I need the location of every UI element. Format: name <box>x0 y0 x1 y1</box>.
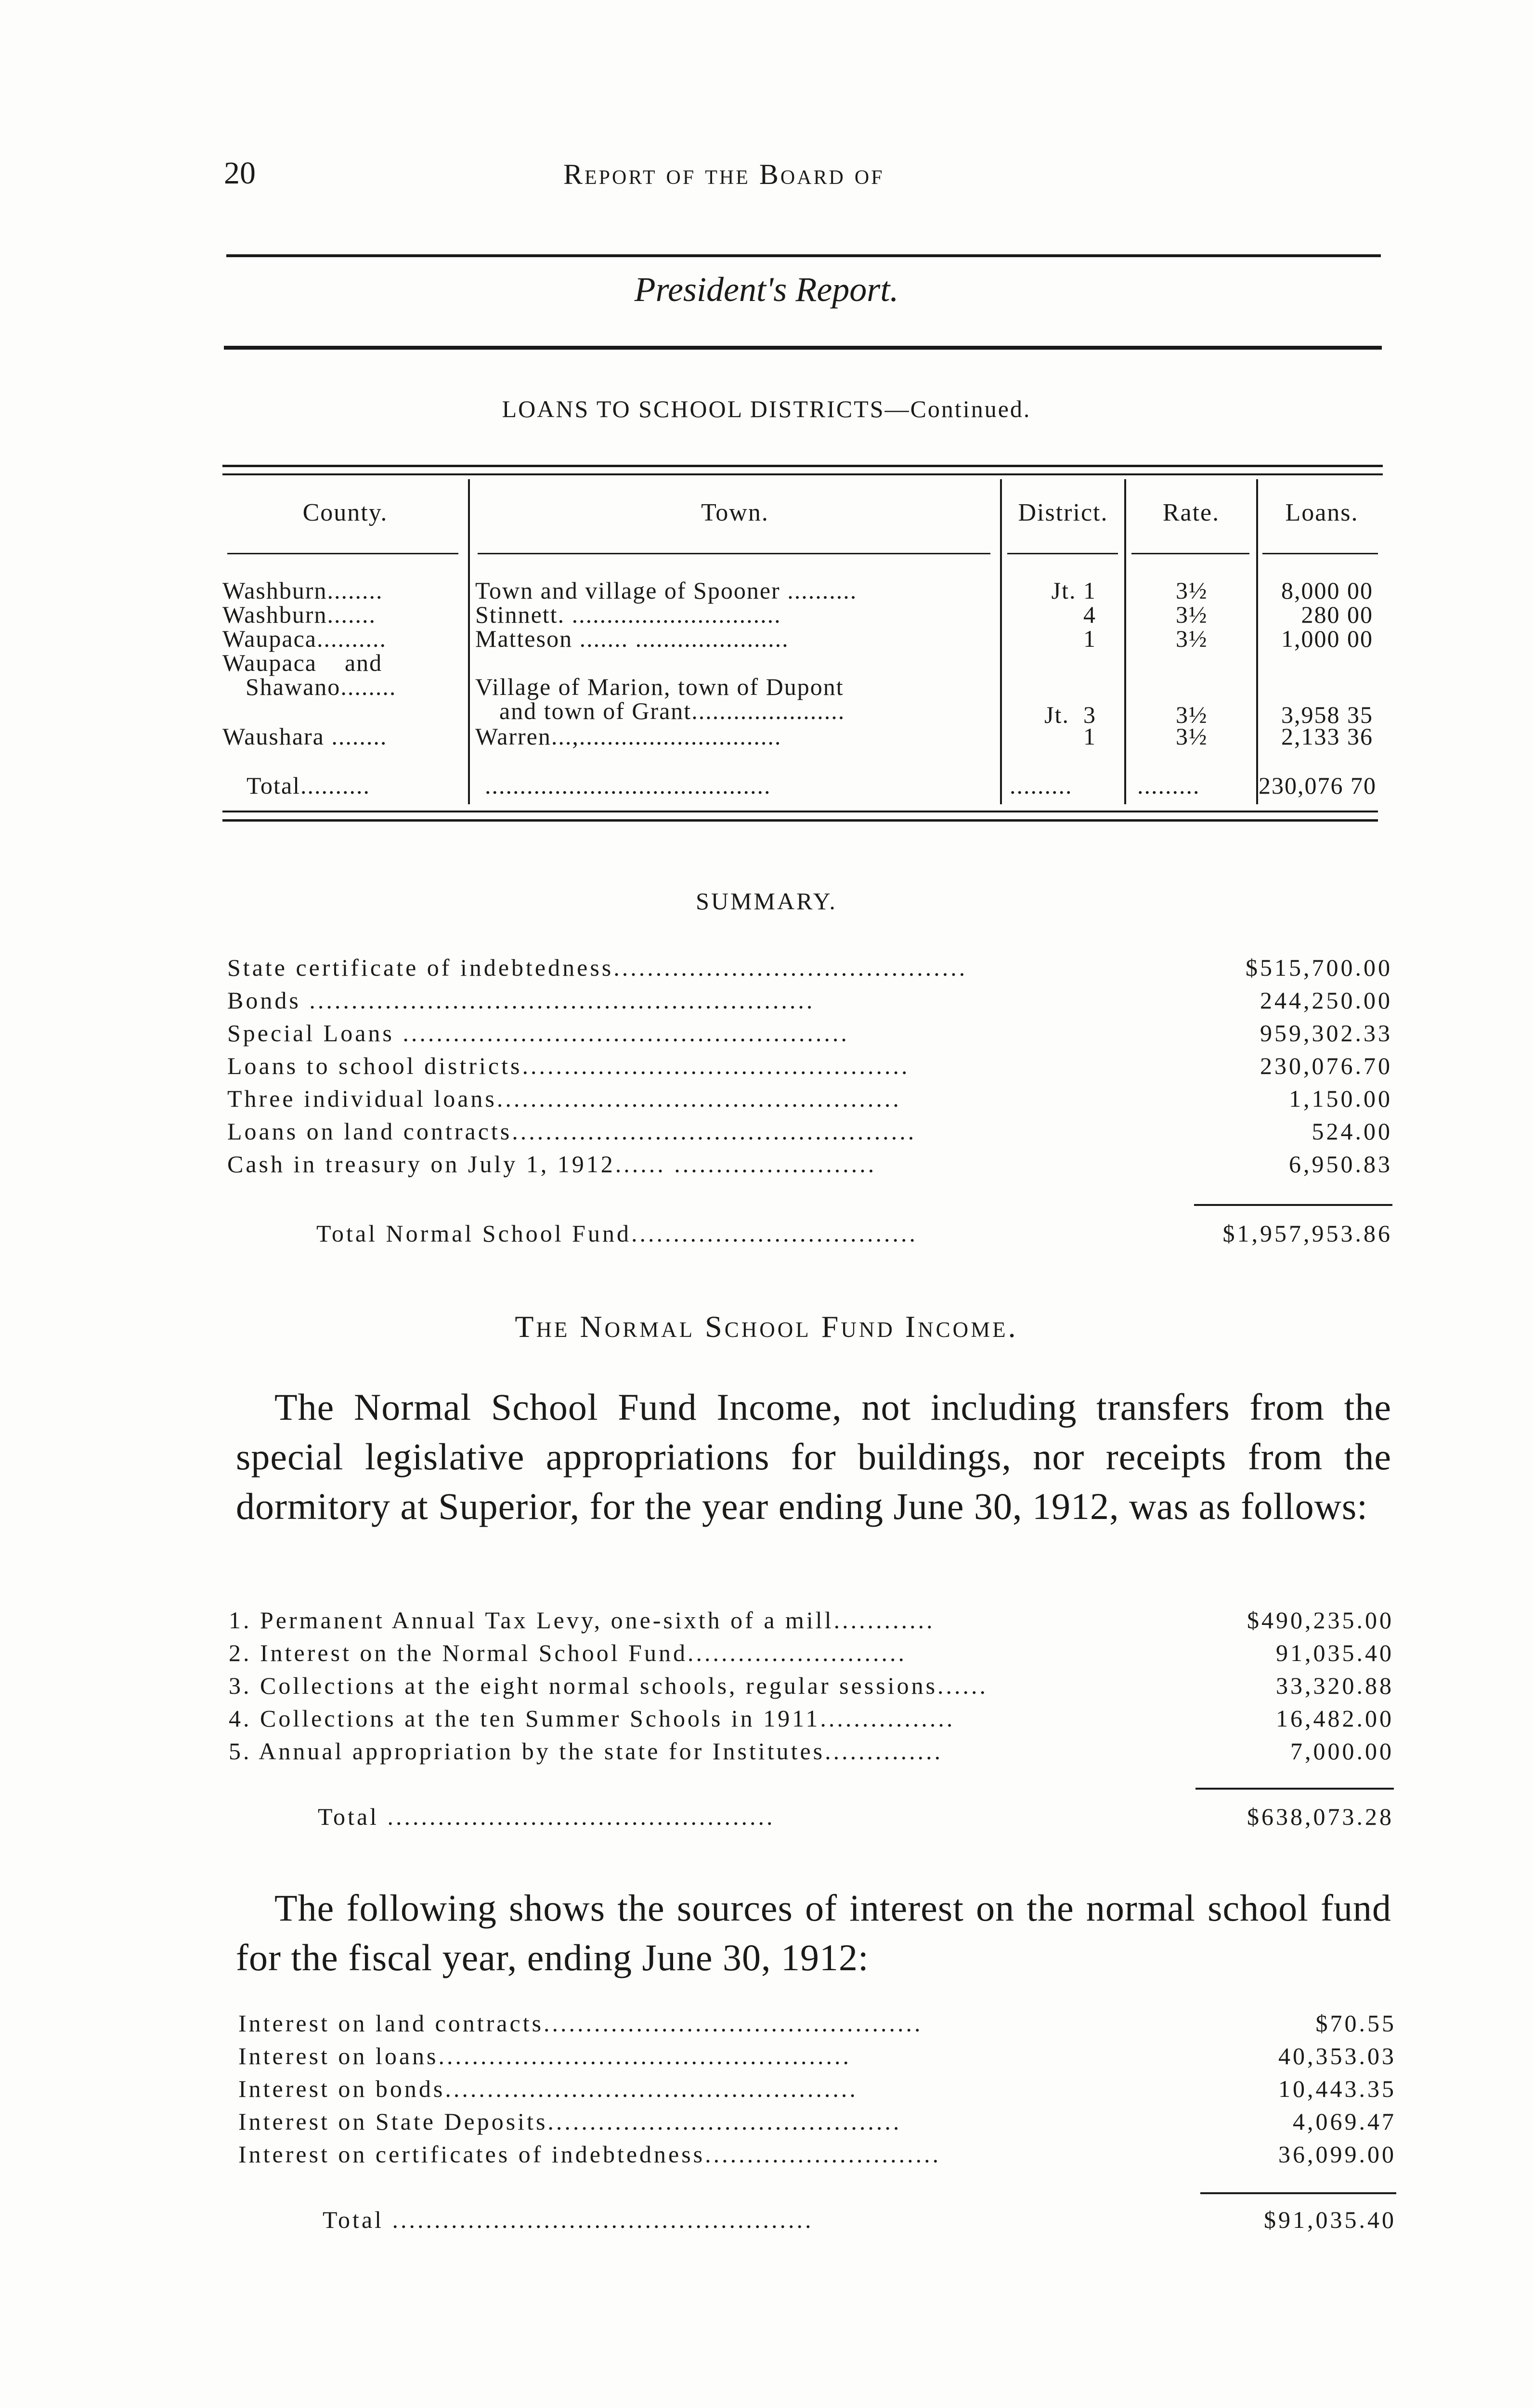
item-label: Interest on certificates of indebtedness............................ <box>238 2141 941 2168</box>
column-header-loans: Loans. <box>1285 499 1359 526</box>
rate-cell: 3½ <box>1176 625 1208 652</box>
item-label: Bonds ............................................................ <box>227 987 815 1014</box>
item-amount: 7,000.00 <box>1290 1738 1394 1765</box>
county-cell: Waupaca and <box>222 649 383 676</box>
loans-cell: 2,133 36 <box>1281 723 1373 750</box>
income-paragraph: The Normal School Fund Income, not including transfers from the special legislative appropriations for buildings, nor receipts from the dormitory at Superior, for the year ending June 30, 1912, was as follows: <box>236 1386 1391 1527</box>
item-label: 1. Permanent Annual Tax Levy, one-sixth of a mill............ <box>229 1607 935 1634</box>
total-amount: $1,957,953.86 <box>1222 1220 1392 1247</box>
town-cell <box>475 625 789 653</box>
list-item <box>227 1052 1392 1085</box>
list-item <box>229 1672 1394 1704</box>
leader-dots: ......... <box>1137 772 1200 799</box>
rate-cell: 3½ <box>1176 701 1208 728</box>
list-item <box>227 1019 1392 1052</box>
total-label: Total <box>247 772 301 799</box>
item-label: Interest on loans................................................. <box>238 2042 851 2069</box>
leader-dots: . .............................. <box>558 601 781 628</box>
item-amount: 959,302.33 <box>1260 1020 1392 1047</box>
leader-dots: .......... <box>780 577 857 604</box>
town-name: Matteson <box>475 625 573 652</box>
list-item <box>238 2042 1396 2075</box>
list-item <box>229 1606 1394 1639</box>
header-underline <box>478 553 990 554</box>
column-header-county: County. <box>302 499 388 526</box>
list-item <box>227 986 1392 1019</box>
leader-dots: ....... ...................... <box>572 625 789 652</box>
item-amount: 4,069.47 <box>1293 2108 1396 2135</box>
item-amount: $70.55 <box>1315 2010 1396 2037</box>
list-item <box>238 2140 1396 2173</box>
item-amount: $515,700.00 <box>1246 954 1392 981</box>
sum-rule <box>1200 2192 1396 2194</box>
list-item <box>227 1117 1392 1150</box>
item-label: Interest on State Deposits.......................................... <box>238 2108 902 2135</box>
column-header-rate: Rate. <box>1162 499 1220 526</box>
column-header-district: District. <box>1018 499 1108 526</box>
header-underline <box>1007 553 1118 554</box>
total-label: Total .............................................. <box>318 1803 775 1830</box>
item-amount: 40,353.03 <box>1278 2042 1396 2069</box>
leader-dots: ......... <box>1010 772 1073 799</box>
rate-cell: 3½ <box>1176 723 1208 750</box>
interest-list <box>238 2009 1396 2240</box>
leader-dots: ........ <box>327 577 383 604</box>
table-row <box>246 673 396 701</box>
item-label: 2. Interest on the Normal School Fund.......................... <box>229 1639 907 1666</box>
leader-dots: ......................................... <box>485 772 771 799</box>
summary-list <box>227 954 1392 1262</box>
loans-cell: 3,958 35 <box>1281 701 1373 728</box>
header-rule-bottom <box>224 346 1382 350</box>
table-row <box>222 722 387 750</box>
item-amount: 33,320.88 <box>1276 1672 1394 1699</box>
sum-rule <box>1194 1204 1392 1206</box>
list-item <box>227 954 1392 986</box>
sum-rule <box>1195 1788 1394 1790</box>
rate-cell: 3½ <box>1176 601 1208 628</box>
list-item <box>229 1639 1394 1672</box>
town-cell <box>475 722 781 750</box>
table-caption: LOANS TO SCHOOL DISTRICTS—Continued. <box>502 395 1031 422</box>
interest-total-row <box>238 2206 1396 2238</box>
list-item <box>229 1704 1394 1737</box>
total-label: Total .................................................. <box>323 2206 814 2233</box>
list-item <box>229 1737 1394 1770</box>
item-label: Special Loans ..................................................... <box>227 1020 849 1047</box>
rate-cell: 3½ <box>1176 577 1208 604</box>
county-cell: Waushara <box>222 723 325 750</box>
county-cell: Washburn <box>222 601 327 628</box>
loans-total-cell: 230,076 70 <box>1259 772 1377 799</box>
item-label: Three individual loans................................................ <box>227 1085 901 1112</box>
total-amount: $638,073.28 <box>1247 1803 1394 1830</box>
col-divider <box>1124 479 1126 804</box>
county-cell: Shawano <box>246 673 341 700</box>
interest-paragraph: The following shows the sources of interest on the normal school fund for the fiscal year, ending June 30, 1912: <box>236 1887 1391 1978</box>
county-cell: Waupaca <box>222 625 317 652</box>
item-amount: 244,250.00 <box>1260 987 1392 1014</box>
header-underline <box>1131 553 1249 554</box>
table-total-row <box>247 772 370 799</box>
item-amount: 91,035.40 <box>1276 1639 1394 1666</box>
town-cell: Village of Marion, town of Dupont <box>475 673 844 700</box>
income-heading: The Normal School Fund Income. <box>515 1309 1018 1344</box>
section-title: President's Report. <box>634 270 899 309</box>
district-cell: Jt. 1 <box>1051 577 1096 604</box>
table-bottom-rule-2 <box>222 819 1378 822</box>
item-label: Loans on land contracts................................................ <box>227 1118 917 1145</box>
list-item <box>238 2009 1396 2042</box>
item-amount: 6,950.83 <box>1289 1151 1392 1178</box>
item-amount: 16,482.00 <box>1276 1705 1394 1732</box>
leader-dots: ...,............................. <box>551 723 782 750</box>
summary-title: SUMMARY. <box>696 888 837 915</box>
leader-dots: .......... <box>300 772 371 799</box>
loans-cell: 1,000 00 <box>1281 625 1373 652</box>
income-total-row <box>229 1803 1394 1835</box>
district-cell: 1 <box>1083 723 1096 750</box>
item-label: Interest on bonds................................................. <box>238 2075 858 2102</box>
header-underline <box>227 553 458 554</box>
total-amount: $91,035.40 <box>1264 2206 1396 2233</box>
leader-dots: ....... <box>327 601 376 628</box>
item-amount: 10,443.35 <box>1278 2075 1396 2102</box>
item-amount: 1,150.00 <box>1289 1085 1392 1112</box>
summary-total-row <box>227 1219 1392 1252</box>
item-label: 4. Collections at the ten Summer Schools in 1911................ <box>229 1705 955 1732</box>
loans-cell: 8,000 00 <box>1281 577 1373 604</box>
loans-cell: 280 00 <box>1301 601 1373 628</box>
leader-dots: ........ <box>324 723 388 750</box>
item-amount: 524.00 <box>1312 1118 1392 1145</box>
town-name: and town of Grant <box>499 697 692 724</box>
col-divider <box>468 479 470 804</box>
income-list <box>229 1606 1394 1837</box>
header-underline <box>1262 553 1378 554</box>
district-cell: 4 <box>1083 601 1096 628</box>
item-label: Loans to school districts.............................................. <box>227 1052 910 1079</box>
loans-table <box>222 465 1387 831</box>
town-name: Town and village of Spooner <box>475 577 780 604</box>
total-label: Total Normal School Fund.................................. <box>316 1220 918 1247</box>
table-top-rule-2 <box>222 473 1383 475</box>
town-name: Warren <box>475 723 551 750</box>
item-label: State certificate of indebtedness.......................................... <box>227 954 968 981</box>
item-label: Interest on land contracts............................................. <box>238 2010 923 2037</box>
item-label: 3. Collections at the eight normal schools, regular sessions...... <box>229 1672 988 1699</box>
list-item <box>227 1085 1392 1117</box>
leader-dots: ........ <box>340 673 397 700</box>
list-item <box>238 2075 1396 2107</box>
town-cell <box>499 697 845 725</box>
page-number: 20 <box>224 156 256 191</box>
column-header-town: Town. <box>701 499 769 526</box>
item-label: 5. Annual appropriation by the state for Institutes.............. <box>229 1738 943 1765</box>
county-cell: Washburn <box>222 577 327 604</box>
col-divider <box>1000 479 1002 804</box>
town-name: Stinnett <box>475 601 558 628</box>
list-item <box>227 1150 1392 1183</box>
item-amount: 36,099.00 <box>1278 2141 1396 2168</box>
table-bottom-rule-1 <box>222 811 1378 812</box>
district-cell: Jt. 3 <box>1044 701 1096 728</box>
running-head: Report of the Board of <box>563 158 884 190</box>
item-amount: 230,076.70 <box>1260 1052 1392 1079</box>
table-top-rule-1 <box>222 465 1383 467</box>
leader-dots: .......... <box>316 625 387 652</box>
leader-dots: ...................... <box>691 697 845 724</box>
item-amount: $490,235.00 <box>1247 1607 1394 1634</box>
item-label: Cash in treasury on July 1, 1912...... ........................ <box>227 1151 877 1178</box>
header-rule-top <box>226 254 1381 257</box>
list-item <box>238 2107 1396 2140</box>
district-cell: 1 <box>1083 625 1096 652</box>
